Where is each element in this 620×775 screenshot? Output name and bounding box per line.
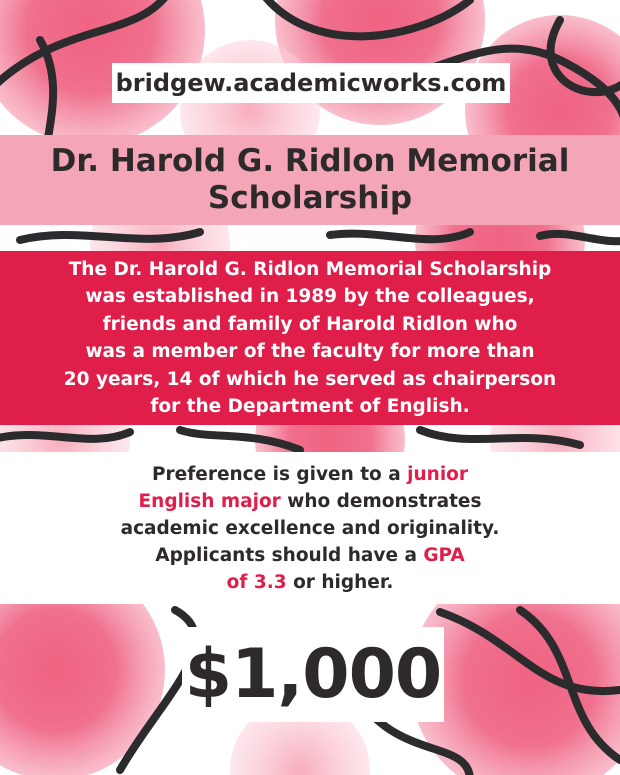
highlight-gpa-value: of 3.3 [226, 571, 287, 593]
preference-text: Preference is given to a [152, 463, 408, 485]
preference-text: academic excellence and originality. [120, 517, 500, 539]
scholarship-title [0, 135, 620, 225]
highlight-english-major: English major [138, 490, 281, 512]
award-amount [182, 627, 444, 722]
preference-text: or higher. [286, 571, 394, 593]
description-line: The Dr. Harold G. Ridlon Memorial Scholarship [68, 258, 552, 280]
highlight-junior: junior [407, 463, 468, 485]
preference-line [152, 461, 468, 488]
description-line: was a member of the faculty for more than [85, 341, 535, 362]
title-line-2: Scholarship [207, 180, 413, 216]
description-line: for the Department of English. [150, 396, 470, 417]
description-line: 20 years, 14 of which he served as chairperson [63, 368, 557, 390]
highlight-gpa: GPA [423, 544, 465, 566]
preference-text: Applicants should have a [155, 544, 424, 566]
award-amount-value: $1,000 [184, 635, 442, 714]
description-line: was established in 1989 by the colleagues, [85, 286, 535, 307]
eligibility-preferences [0, 452, 620, 604]
preference-line [155, 542, 465, 569]
preference-line [139, 488, 482, 515]
description-line: friends and family of Harold Ridlon who [102, 313, 518, 335]
preference-line [227, 569, 394, 596]
preference-line [121, 515, 500, 542]
website-url: bridgew.academicworks.com [112, 63, 510, 103]
scholarship-description [0, 251, 620, 425]
preference-text: who demonstrates [280, 490, 482, 512]
title-line-1: Dr. Harold G. Ridlon Memorial [50, 143, 570, 179]
